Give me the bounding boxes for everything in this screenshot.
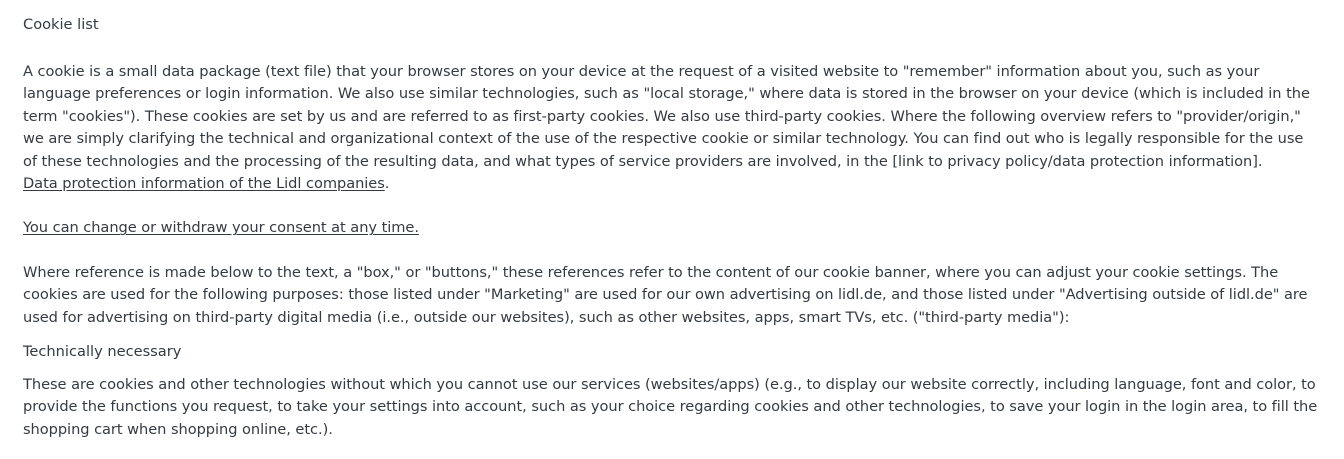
consent-paragraph — [23, 217, 1321, 239]
cookie-intro-paragraph — [23, 61, 1321, 195]
change-consent-link[interactable]: You can change or withdraw your consent at any time. — [23, 219, 419, 237]
privacy-link-suffix: . — [384, 175, 390, 193]
privacy-information-link[interactable]: Data protection information of the Lidl companies — [23, 175, 385, 193]
technically-necessary-heading: Technically necessary — [23, 343, 182, 361]
cookie-intro-text: A cookie is a small data package (text file) that your browser stores on your device at the request of a visited website to "remember" information about you, such as your language preferences or login information. We also use similar technologies, such as "local storage," where data is stored in the browser on your device (which is included in the term "cookies"). These cookies are set by us and are referred to as first-party cookies. We also use third-party cookies. Where the following overview refers to "provider/origin," we are simply clarifying the technical and organizational context of the use of the respective cookie or similar technology. You can find out who is legally responsible for the use of these technologies and the processing of the resulting data, and what types of service providers are involved, in the [link to privacy policy/data protection information]. — [23, 63, 1310, 170]
references-paragraph: Where reference is made below to the text, a "box," or "buttons," these references refer to the content of our cookie banner, where you can adjust your cookie settings. The cookies are used for the following purposes: those listed under "Marketing" are used for our own advertising on lidl.de, and those listed under "Advertising outside of lidl.de" are used for advertising on third-party digital media (i.e., outside our websites), such as other websites, apps, smart TVs, etc. ("third-party media"): — [23, 263, 1308, 326]
technically-necessary-text: These are cookies and other technologies without which you cannot use our services (websites/apps) (e.g., to display our website correctly, including language, font and color, to provide the functions you request, to take your settings into account, such as your choice regarding cookies and other technologies, to save your login in the login area, to fill the shopping cart when shopping online, etc.). — [23, 376, 1318, 438]
cookie-list-title: Cookie list — [23, 16, 99, 33]
